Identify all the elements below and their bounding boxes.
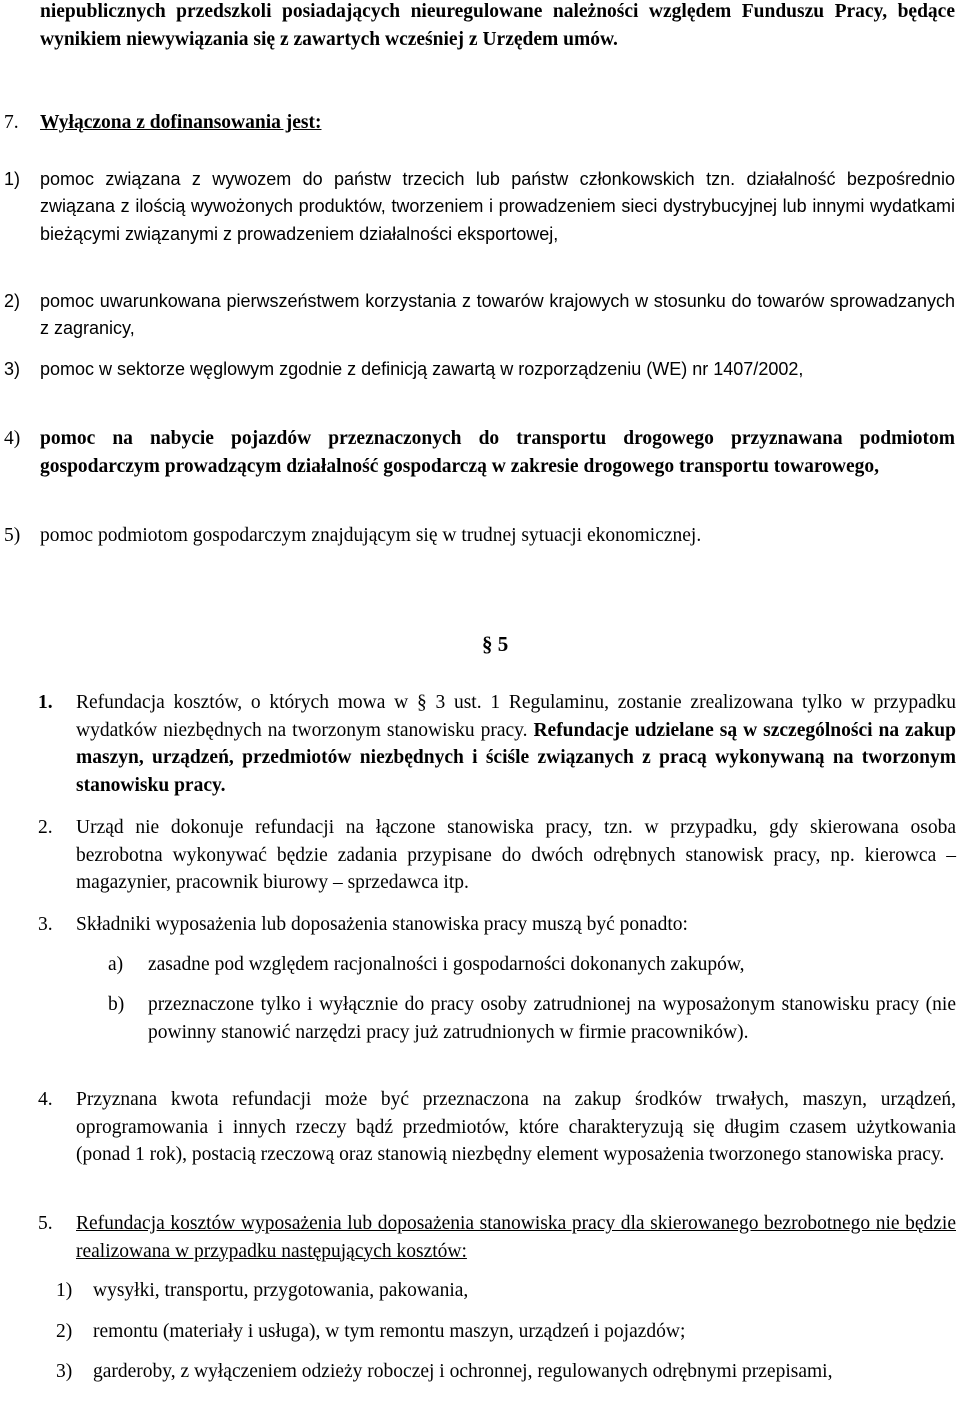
exclusion-item-text: pomoc związana z wywozem do państw trzecich lub państw członkowskich tzn. działalność bezpośrednio związana z ilością wywożonych produktów, tworzeniem i prowadzeniem sieci dystrybucyjnej lub innymi wydatkami bieżącymi związanymi z prowadzeniem działalności eksportowej, xyxy=(40,169,955,244)
exclusion-item-number: 4) xyxy=(4,428,21,449)
paragraph-number: 3. xyxy=(38,914,53,935)
paragraph-5: Refundacja kosztów wyposażenia lub doposażenia stanowiska pracy dla skierowanego bezrobotnego nie będzie realizowana w przypadku następujących kosztów: xyxy=(76,1213,956,1262)
paragraph-number: 4. xyxy=(38,1089,53,1110)
point-7-number: 7. xyxy=(4,112,19,133)
exclusion-item-text: pomoc w sektorze węglowym zgodnie z definicją zawartą w rozporządzeniu (WE) nr 1407/2002, xyxy=(40,359,804,379)
paragraph-2: Urząd nie dokonuje refundacji na łączone stanowiska pracy, tzn. w przypadku, gdy skierowana osoba bezrobotna wykonywać będzie zadania przypisane do dwóch odrębnych stanowisk pracy, np. kierowca – magazynier, pracownik biurowy – sprzedawca itp. xyxy=(76,817,956,893)
exclusion-item-text: pomoc na nabycie pojazdów przeznaczonych do transportu drogowego przyznawana podmiotom gospodarczym prowadzącym działalność gospodarczą w zakresie drogowego transportu towarowego, xyxy=(40,428,955,477)
paragraph-3: Składniki wyposażenia lub doposażenia stanowiska pracy muszą być ponadto: xyxy=(76,914,688,935)
paragraph-number: 2. xyxy=(38,817,53,838)
section-heading: § 5 xyxy=(482,632,509,656)
sub-item-number: a) xyxy=(108,954,124,975)
intro-fragment: niepublicznych przedszkoli posiadających nieuregulowane należności względem Funduszu Pracy, będące wynikiem niewywiązania się z zawartych wcześniej z Urzędem umów. xyxy=(40,1,955,50)
exclusion-item-number: 3) xyxy=(4,359,21,379)
cost-item-text: wysyłki, transportu, przygotowania, pakowania, xyxy=(93,1280,469,1301)
sub-item-text: przeznaczone tylko i wyłącznie do pracy osoby zatrudnionej na wyposażonym stanowisku pracy (nie powinny stanowić narzędzi pracy już zatrudnionych w firmie pracowników). xyxy=(148,994,956,1043)
paragraph-1-normal-text: Refundacja kosztów, o których mowa w § 3 ust. 1 Regulaminu, zostanie zrealizowana tylko w przypadku wydatków niezbędnych na tworzonym stanowisku pracy. xyxy=(76,692,956,741)
cost-item-number: 3) xyxy=(56,1361,73,1382)
exclusion-item-text: pomoc uwarunkowana pierwszeństwem korzystania z towarów krajowych w stosunku do towarów sprowadzanych z zagranicy, xyxy=(40,291,955,339)
exclusion-item-number: 5) xyxy=(4,525,21,546)
cost-item-number: 2) xyxy=(56,1321,73,1342)
exclusion-item-number: 2) xyxy=(4,291,21,311)
paragraph-4: Przyznana kwota refundacji może być przeznaczona na zakup środków trwałych, maszyn, urządzeń, oprogramowania i innych rzeczy bądź przedmiotów, które charakteryzują się długim czasem użytkowania (ponad 1 rok), postacią rzeczową oraz stanowią niezbędny element wyposażenia tworzonego stanowiska pracy. xyxy=(76,1089,956,1165)
cost-item-number: 1) xyxy=(56,1280,73,1301)
paragraph-number: 1. xyxy=(38,692,53,713)
paragraph-1 xyxy=(76,689,956,799)
paragraph-number: 5. xyxy=(38,1213,53,1234)
sub-item-text: zasadne pod względem racjonalności i gospodarności dokonanych zakupów, xyxy=(148,954,745,975)
exclusion-item-number: 1) xyxy=(4,169,21,189)
sub-item-number: b) xyxy=(108,994,125,1015)
cost-item-text: remontu (materiały i usługa), w tym remontu maszyn, urządzeń i pojazdów; xyxy=(93,1321,686,1342)
point-7-heading: Wyłączona z dofinansowania jest: xyxy=(40,112,322,133)
paragraph-1-bold-text: Refundacje udzielane są w szczególności na zakup maszyn, urządzeń, przedmiotów niezbędnych i ściśle związanych z pracą wykonywaną na tworzonym stanowisku pracy. xyxy=(76,719,956,796)
exclusion-item-text: pomoc podmiotom gospodarczym znajdującym się w trudnej sytuacji ekonomicznej. xyxy=(40,525,702,546)
cost-item-text: garderoby, z wyłączeniem odzieży roboczej i ochronnej, regulowanych odrębnymi przepisami, xyxy=(93,1361,833,1382)
